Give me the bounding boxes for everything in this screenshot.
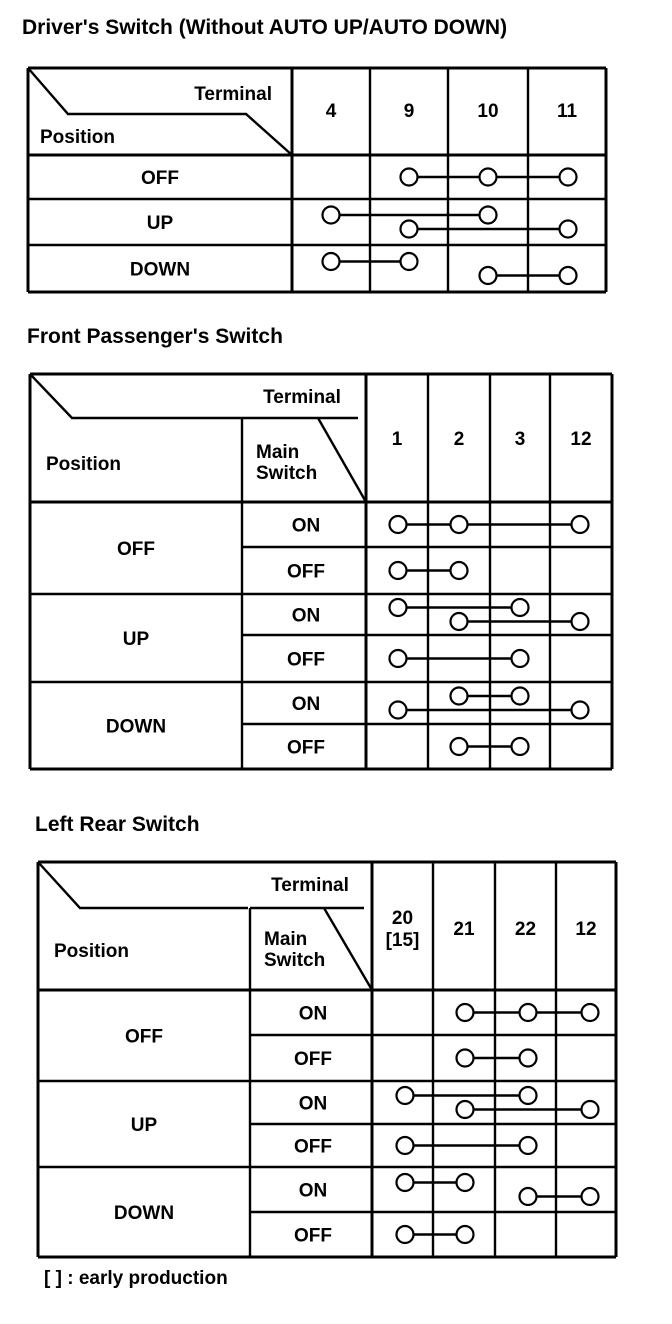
driver-header-terminal-label: Terminal xyxy=(194,84,272,105)
passenger-terminal-label-3: 3 xyxy=(514,429,526,450)
rear-row-down-on-contact-2 xyxy=(457,1174,474,1191)
driver-terminal-label-1: 4 xyxy=(325,101,337,122)
left-rear-switch-title: Left Rear Switch xyxy=(35,813,200,836)
rear-position-off: OFF xyxy=(125,1026,163,1048)
rear-row-up-on-contact-1 xyxy=(397,1087,414,1104)
driver-position-up: UP xyxy=(146,213,174,234)
rear-row-down-on-contact-3 xyxy=(520,1188,537,1205)
passenger-terminal-label-2: 2 xyxy=(453,429,465,450)
passenger-header-main-switch-label-line-1: Main xyxy=(256,442,300,463)
early-production-footnote: [ ] : early production xyxy=(44,1268,228,1289)
passenger-main-switch-up-on: ON xyxy=(291,605,321,627)
rear-main-switch-up-off: OFF xyxy=(294,1136,332,1158)
passenger-header-main-switch-label-line-2: Switch xyxy=(256,463,318,484)
rear-terminal-label-3: 22 xyxy=(514,919,537,940)
rear-row-down-on-contact-1 xyxy=(397,1174,414,1191)
rear-header-position-label: Position xyxy=(54,941,129,962)
passenger-terminal-label-4: 12 xyxy=(570,429,592,450)
rear-row-up-off-contact-1 xyxy=(397,1137,414,1154)
rear-main-switch-up-on: ON xyxy=(298,1093,328,1115)
rear-main-switch-off-off: OFF xyxy=(294,1049,332,1070)
rear-row-down-off-contact-2 xyxy=(457,1226,474,1243)
passenger-main-switch-up-off: OFF xyxy=(287,649,325,671)
passenger-main-switch-down-off: OFF xyxy=(287,737,325,759)
rear-row-off-on-contact-4 xyxy=(582,1004,599,1021)
rear-row-off-on-contact-3 xyxy=(520,1004,537,1021)
rear-row-down-on-contact-4 xyxy=(582,1188,599,1205)
rear-row-down-off-contact-1 xyxy=(397,1226,414,1243)
rear-position-up: UP xyxy=(130,1115,158,1136)
passenger-terminal-label-1: 1 xyxy=(391,429,403,450)
driver-position-off: OFF xyxy=(141,168,179,189)
rear-terminal-label-2: 21 xyxy=(453,919,475,940)
rear-terminal-label-1-line-2: [15] xyxy=(385,930,420,951)
rear-row-up-on-contact-2 xyxy=(457,1101,474,1118)
passenger-header-terminal-label: Terminal xyxy=(263,387,341,408)
rear-row-up-on-contact-4 xyxy=(582,1101,599,1118)
rear-main-switch-down-off: OFF xyxy=(294,1225,332,1247)
rear-row-up-off-contact-3 xyxy=(520,1137,537,1154)
passenger-main-switch-off-on: ON xyxy=(291,515,321,537)
driver-terminal-label-4: 11 xyxy=(556,101,578,122)
driver-terminal-label-3: 10 xyxy=(477,101,499,122)
passenger-position-down: DOWN xyxy=(105,716,167,738)
rear-main-switch-off-on: ON xyxy=(298,1003,328,1025)
rear-row-off-off-contact-2 xyxy=(457,1050,474,1067)
rear-header-terminal-label: Terminal xyxy=(271,875,349,896)
rear-header-main-switch-label-line-1: Main xyxy=(264,929,308,950)
passenger-main-switch-off-off: OFF xyxy=(287,561,325,583)
passenger-position-up: UP xyxy=(122,629,150,650)
rear-terminal-label-4: 12 xyxy=(575,919,597,940)
driver-switch-title: Driver's Switch (Without AUTO UP/AUTO DOWN) xyxy=(22,16,508,39)
rear-row-off-off-contact-3 xyxy=(520,1050,537,1067)
passenger-main-switch-down-on: ON xyxy=(291,694,321,715)
rear-header-diagonal xyxy=(38,862,248,908)
rear-row-up-on-contact-3 xyxy=(520,1087,537,1104)
passenger-switch-title: Front Passenger's Switch xyxy=(27,325,283,348)
rear-header-main-switch-label-line-2: Switch xyxy=(264,950,326,971)
driver-position-down: DOWN xyxy=(129,259,191,281)
rear-terminal-label-1-line-1: 20 xyxy=(391,908,414,929)
rear-position-down: DOWN xyxy=(113,1203,175,1224)
driver-terminal-label-2: 9 xyxy=(403,101,415,122)
passenger-position-off: OFF xyxy=(117,539,155,560)
rear-main-switch-down-on: ON xyxy=(298,1180,328,1202)
passenger-header-position-label: Position xyxy=(46,454,121,475)
rear-row-off-on-contact-2 xyxy=(457,1004,474,1021)
rear-header-main-switch-diagonal xyxy=(324,908,372,990)
driver-header-position-label: Position xyxy=(40,127,115,148)
